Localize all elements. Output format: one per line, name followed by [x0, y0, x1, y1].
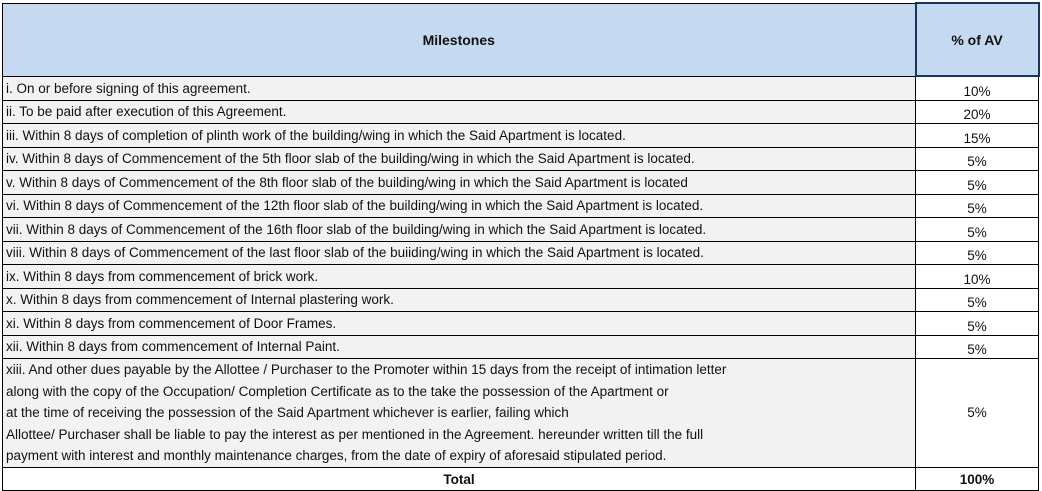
table-row: [3, 312, 1039, 336]
milestone-cell-multiline: [3, 359, 916, 468]
milestone-cell: ii. To be paid after execution of this Agreement.: [3, 100, 916, 124]
milestone-line: at the time of receiving the possession of the Said Apartment whichever is earlier, failing which: [6, 405, 569, 421]
milestone-cell: i. On or before signing of this agreement.: [3, 76, 916, 100]
milestones-header: Milestones: [3, 3, 916, 76]
percent-cell: 5%: [916, 147, 1039, 171]
milestone-cell: x. Within 8 days from commencement of Internal plastering work.: [3, 288, 916, 312]
table-row-possession: [3, 359, 1039, 468]
milestone-cell: ix. Within 8 days from commencement of brick work.: [3, 265, 916, 289]
percent-of-av-header: % of AV: [916, 3, 1039, 76]
milestone-cell: iv. Within 8 days of Commencement of the 5th floor slab of the building/wing in which the Said Apartment is located.: [3, 147, 916, 171]
table-row: [3, 147, 1039, 171]
total-row: [3, 468, 1039, 491]
table-row: [3, 335, 1039, 359]
percent-cell: 5%: [916, 335, 1039, 359]
total-percent: 100%: [916, 468, 1039, 491]
table-row: [3, 288, 1039, 312]
milestone-cell: iii. Within 8 days of completion of plinth work of the building/wing in which the Said Apartment is located.: [3, 124, 916, 148]
table-row: [3, 124, 1039, 148]
percent-cell: 20%: [916, 100, 1039, 124]
percent-cell: 10%: [916, 76, 1039, 100]
total-label: Total: [3, 468, 916, 491]
percent-cell: 5%: [916, 194, 1039, 218]
milestone-line: along with the copy of the Occupation/ Completion Certificate as to the take the possession of the Apartment or: [6, 383, 669, 399]
table-row: [3, 194, 1039, 218]
percent-cell: 5%: [916, 288, 1039, 312]
percent-cell: 10%: [916, 265, 1039, 289]
header-row: [3, 3, 1039, 76]
milestone-line: Allottee/ Purchaser shall be liable to pay the interest as per mentioned in the Agreement. hereunder written till the full: [6, 426, 704, 442]
percent-cell: 5%: [916, 359, 1039, 468]
milestone-cell: xi. Within 8 days from commencement of Door Frames.: [3, 312, 916, 336]
percent-cell: 5%: [916, 218, 1039, 242]
milestone-cell: vii. Within 8 days of Commencement of the 16th floor slab of the building/wing in which the Said Apartment is located.: [3, 218, 916, 242]
percent-cell: 15%: [916, 124, 1039, 148]
table-row: [3, 171, 1039, 195]
percent-cell: 5%: [916, 241, 1039, 265]
milestone-cell: vi. Within 8 days of Commencement of the 12th floor slab of the building/wing in which the Said Apartment is located.: [3, 194, 916, 218]
milestone-line: payment with interest and monthly maintenance charges, from the date of expiry of aforesaid stipulated period.: [6, 448, 667, 464]
table-row: [3, 265, 1039, 289]
table-row: [3, 241, 1039, 265]
percent-cell: 5%: [916, 171, 1039, 195]
milestone-cell: v. Within 8 days of Commencement of the 8th floor slab of the building/wing in which the Said Apartment is located: [3, 171, 916, 195]
percent-cell: 5%: [916, 312, 1039, 336]
table-row: [3, 100, 1039, 124]
milestone-line: xiii. And other dues payable by the Allottee / Purchaser to the Promoter within 15 days from the receipt of intimation letter: [6, 362, 727, 377]
table-row: [3, 218, 1039, 242]
milestone-cell: xii. Within 8 days from commencement of Internal Paint.: [3, 335, 916, 359]
payment-milestones-table: [2, 2, 1040, 491]
milestone-cell: viii. Within 8 days of Commencement of the last floor slab of the buiiding/wing in which the Said Apartment is located.: [3, 241, 916, 265]
table-row: [3, 76, 1039, 100]
